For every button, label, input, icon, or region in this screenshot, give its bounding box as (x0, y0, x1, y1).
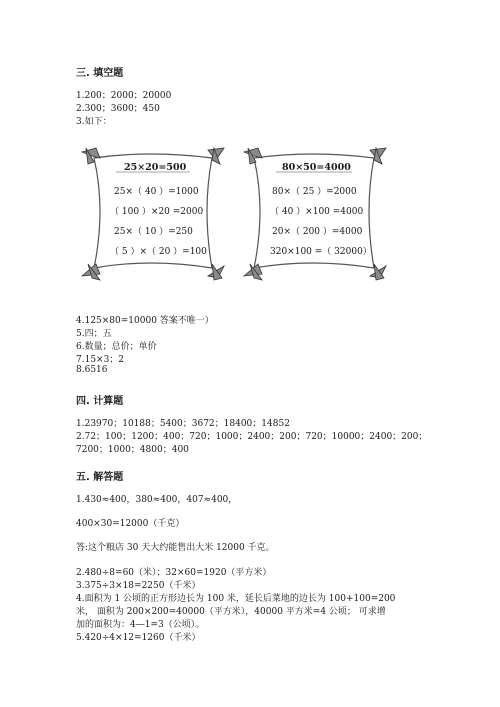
s5-line-4: 2.480÷8=60（米）；32×60=1920（平方米） (76, 568, 272, 578)
right-scroll-row-1: 80×（ 25 ）=2000 (272, 187, 357, 197)
s5-line-3: 答:这个粮店 30 天大约能售出大米 12000 千克。 (76, 543, 275, 553)
s5-line-9: 5.420÷4×12=1260（千米） (76, 633, 201, 643)
s5-line-1: 1.430≈400，380≈400，407≈400， (76, 495, 238, 505)
s3-line-7: 7.15×3；2 (76, 355, 125, 365)
s5-line-2: 400×30=12000（千克） (76, 519, 185, 529)
s5-line-5: 3.375÷3×18=2250（千米） (76, 581, 201, 591)
s4-line-2: 2.72；100；1200；400；720；1000；2400；200；720；10000；2400；200； (76, 432, 428, 442)
s5-line-7: 米， 面积为 200×200=40000（平方米），40000 平方米=4 公顷； 可求增 (76, 607, 386, 617)
right-scroll-row-3: 20×（ 200 ）=4000 (272, 227, 363, 237)
left-scroll-row-1: 25×（ 40 ）=1000 (114, 187, 199, 197)
s4-line-3: 7200；1000；4800；400 (76, 445, 189, 455)
s5-line-8: 加的面积为：4—1=3（公顷）。 (76, 620, 205, 630)
s4-line-1: 1.23970；10188；5400；3672；18400；14852 (76, 419, 290, 429)
scroll-figures (80, 146, 400, 282)
s5-line-6: 4.面积为 1 公顷的正方形边长为 100 米，延长后菜地的边长为 100+100=200 (76, 594, 396, 604)
section-3-heading: 三. 填空题 (76, 68, 124, 79)
s3-line-8: 8.6516 (76, 365, 108, 375)
right-scroll-title: 80×50=4000 (282, 162, 351, 173)
left-scroll-row-3: 25×（ 10 ）=250 (114, 227, 193, 237)
s3-line-5: 5.四；五 (76, 329, 112, 339)
left-scroll-row-2: （ 100 ）×20 =2000 (110, 207, 204, 217)
left-scroll-row-4: （ 5 ）×（ 20 ）=100 (110, 247, 207, 257)
s3-line-1: 1.200；2000；20000 (76, 91, 172, 101)
s3-line-2: 2.300；3600；450 (76, 104, 160, 114)
s3-line-3: 3.如下： (76, 117, 112, 127)
right-scroll-row-4: 320×100 =（ 32000） (270, 247, 372, 257)
left-scroll-title: 25×20=500 (124, 162, 187, 173)
section-5-heading: 五. 解答题 (76, 472, 124, 483)
section-4-heading: 四. 计算题 (76, 396, 124, 407)
s3-line-6: 6.数量；总价；单价 (76, 342, 157, 352)
s3-line-4: 4.125×80=10000 答案不唯一） (76, 316, 214, 326)
right-scroll-row-2: （ 40 ）×100 =4000 (270, 207, 364, 217)
